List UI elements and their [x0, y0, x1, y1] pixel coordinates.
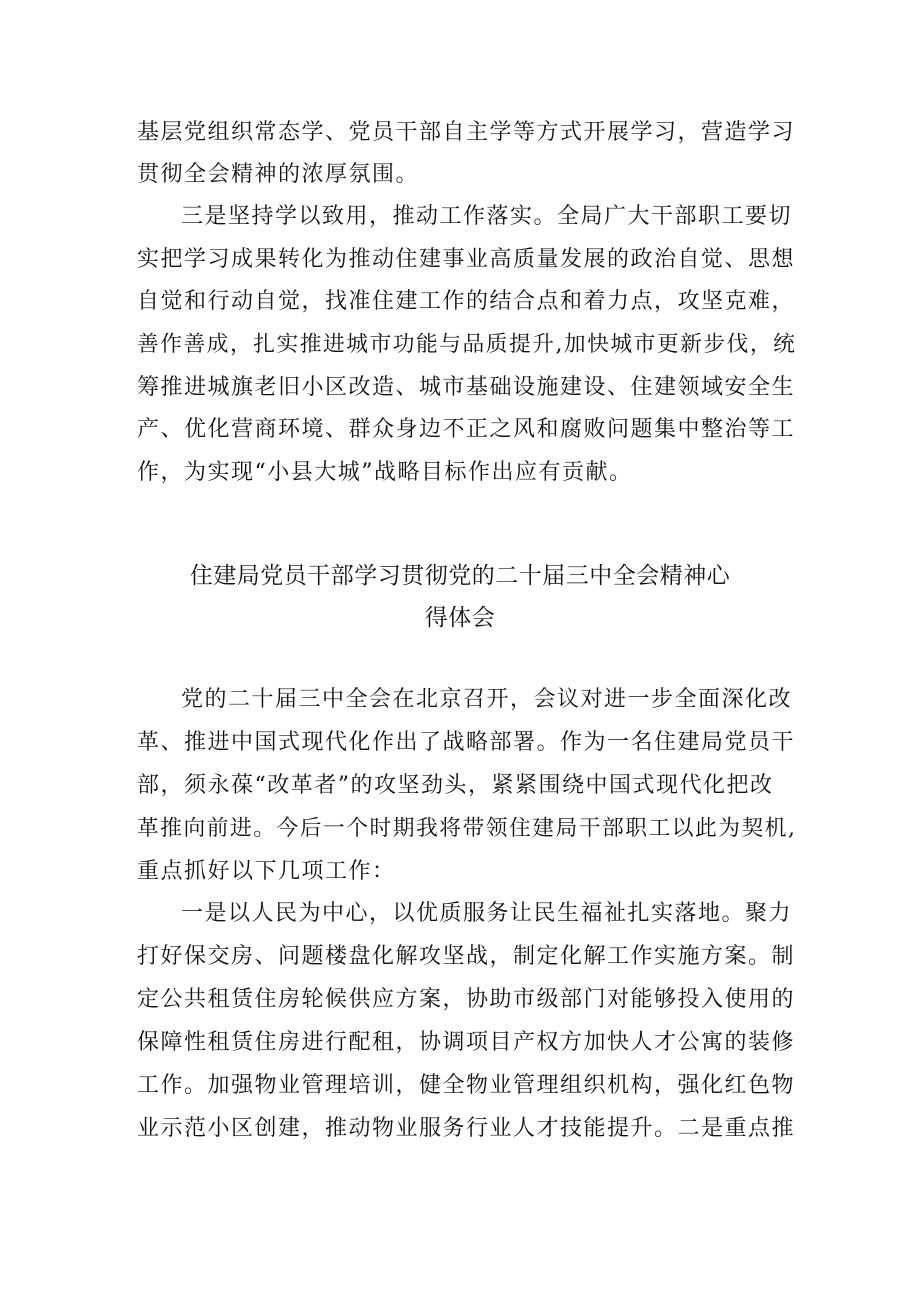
paragraph-line: 基层党组织常态学、党员干部自主学等方式开展学习，营造学习	[137, 120, 796, 145]
paragraph-line: 业示范小区创建，推动物业服务行业人才技能提升。二是重点推	[137, 1116, 796, 1141]
paragraph-line: 定公共租赁住房轮候供应方案，协助市级部门对能够投入使用的	[137, 987, 796, 1012]
paragraph-line: 革推向前进。今后一个时期我将带领住建局干部职工以此为契机,	[137, 816, 797, 841]
paragraph-line: 党的二十届三中全会在北京召开，会议对进一步全面深化改	[181, 687, 793, 712]
paragraph-line: 革、推进中国式现代化作出了战略部署。作为一名住建局党员干	[137, 730, 796, 755]
paragraph-line: 善作善成，扎实推进城市功能与品质提升,加快城市更新步伐，统	[137, 332, 797, 357]
paragraph-line: 一是以人民为中心，以优质服务让民生福祉扎实落地。聚力	[181, 901, 793, 926]
paragraph-line: 贯彻全会精神的浓厚氛围。	[137, 162, 420, 187]
paragraph-line: 工作。加强物业管理培训，健全物业管理组织机构，强化红色物	[137, 1073, 796, 1098]
paragraph-line: 产、优化营商环境、群众身边不正之风和腐败问题集中整治等工	[137, 417, 796, 442]
paragraph-line: 实把学习成果转化为推动住建事业高质量发展的政治自觉、思想	[137, 247, 796, 272]
paragraph-line: 部，须永葆“改革者”的攻坚劲头，紧紧围绕中国式现代化把改	[137, 773, 774, 798]
paragraph-line: 自觉和行动自觉，找准住建工作的结合点和着力点，攻坚克难，	[137, 289, 796, 314]
paragraph-line: 筹推进城旗老旧小区改造、城市基础设施建设、住建领域安全生	[137, 375, 796, 400]
paragraph-line: 作，为实现“小县大城”战略目标作出应有贡献。	[137, 460, 633, 485]
paragraph-line: 保障性租赁住房进行配租，协调项目产权方加快人才公寓的装修	[137, 1030, 796, 1055]
paragraph-line: 重点抓好以下几项工作：	[137, 859, 396, 884]
paragraph-line: 三是坚持学以致用，推动工作落实。全局广大干部职工要切	[181, 204, 793, 229]
article-title-line: 住建局党员干部学习贯彻党的二十届三中全会精神心	[189, 563, 731, 589]
article-title-line: 得体会	[424, 605, 496, 631]
paragraph-line: 打好保交房、问题楼盘化解攻坚战，制定化解工作实施方案。制	[137, 944, 796, 969]
